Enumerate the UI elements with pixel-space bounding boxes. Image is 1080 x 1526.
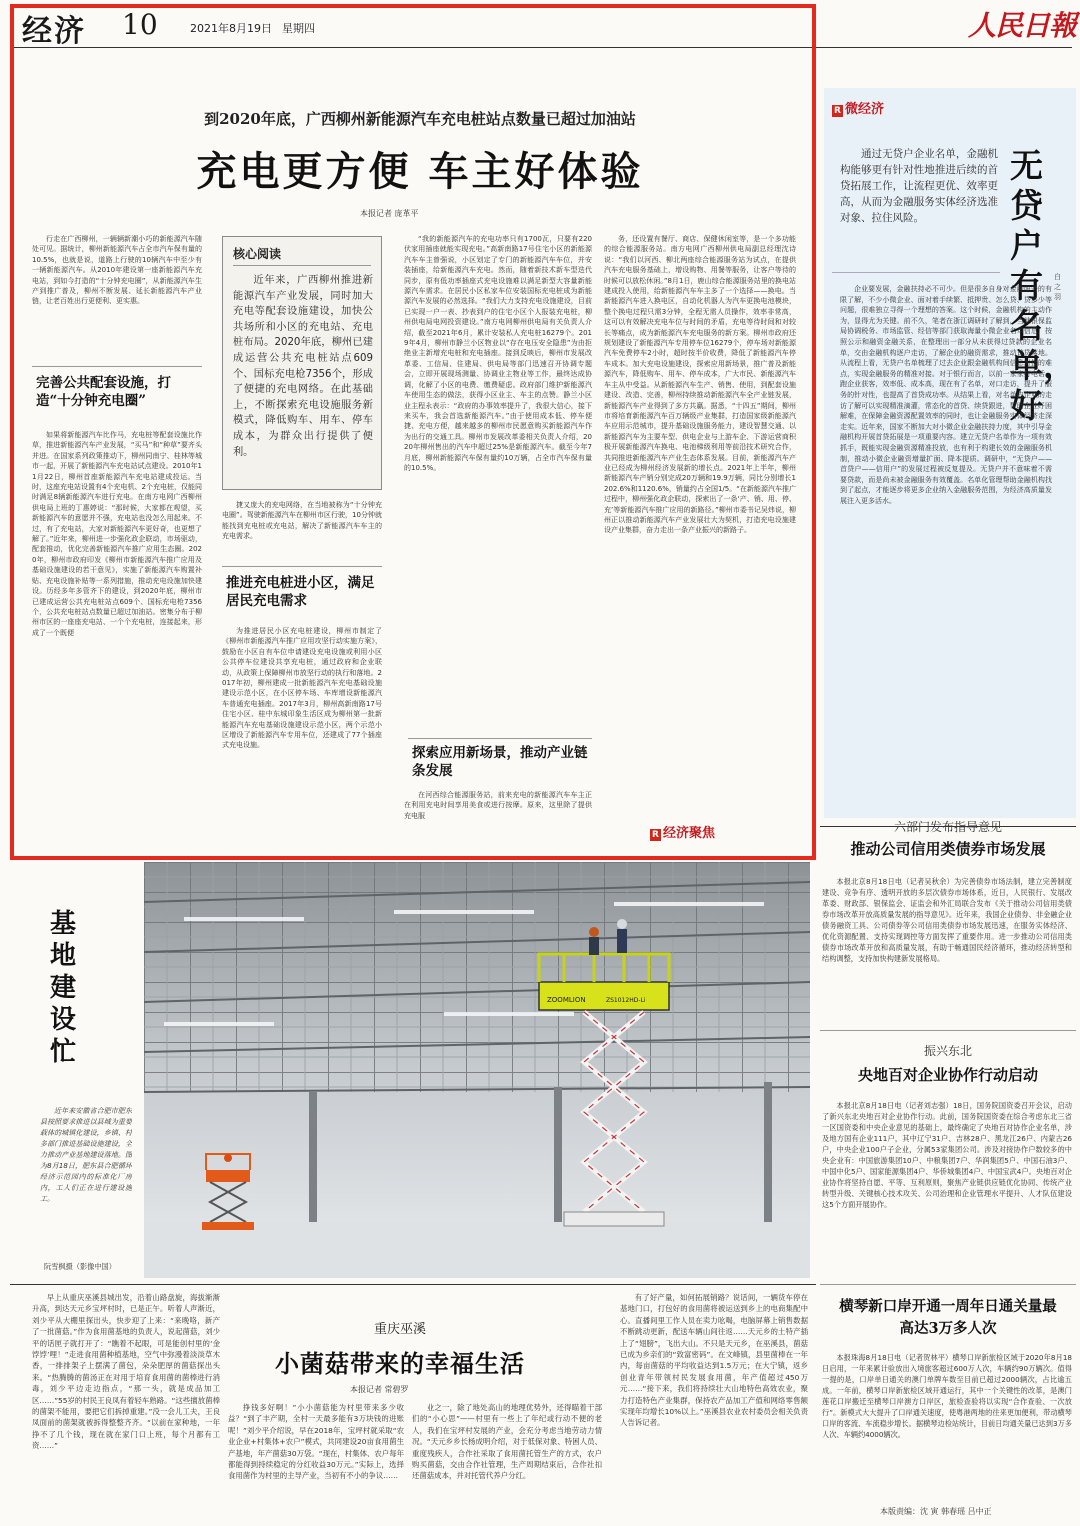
bottom-col2 [228,1402,404,1518]
bottom-kicker: 重庆巫溪 [373,1322,426,1337]
column-tag-label: 经济聚焦 [662,826,715,841]
bottom-col2-text: 挣钱多好啊！”小小菌菇能为村里带来多少收益？“到了丰产期，全村一天最多能有3万块钱的进账呢！”刘少平介绍说，早在2018年，宝坪村就采取“农业企业+村集体+农户”模式，共同建设20亩食用菌生产基地，年产菌菇30万袋。“现在，村集体、农户每年都能得到持续稳定的分红收益30万元。”实际上，选择食用菌作为村里的主导产业，当初有不小的争议…… [228,1403,404,1481]
northeast-body-text: 本报北京8月18日电（记者刘志强）18日，国务院国资委召开会议，启动了新兴东北央地百对企业协作行动。此前，国务院国资委在综合考虑东北三省一区国资委和中央企业意见的基础上，最终确定了央地百对协作企业名单，涉及地方国有企业111户，其中辽宁31户、吉林28户、黑龙江26户、内蒙古26户，中央企业100户子企业，分属53家集团公司。涉及对接协作户数较多的中央企业有：中国旅游集团10户、中粮集团7户、华润集团5户、中国石油3户、中国中化5户、国家能源集团4户、华侨城集团4户、中国宝武4户。央地百对企业协作将坚持自愿、平等、互利原则，聚焦产业链供应链优化协同、传统产业转型升级、关键核心技术攻关、公司治理和企业管理水平提升、人才队伍建设这5个方面开展协作。 [822,1101,1072,1209]
lead-col3-text: “我的新能源汽车的充电功率只有1700瓦，只要有220伏家用插座就能实现充电。”高新南路17号住宅小区的新能源汽车车主曾强说，小区划定了专门的新能源汽车车位，并安装插座，给新能源汽车充电。然而，随着新技术新车型迭代同步，原有低功率插座式充电设施难以满足新型大容量新能源汽车需求。在居民小区私家车位安装国标充电桩成为新能源汽车发展的必然选择。“我们大力支持充电设施建设，目前已实现一户一表、抄表到户的住宅小区个人报装充电桩，柳州供电局电网投资建设。”南方电网柳州供电局有关负责人介绍，截至2021年6月，累计安装私人充电桩16279个。2019年4月，柳州市静兰小区物业以“存在电压安全隐患”为由拒绝业主新增充电桩和充电插座。接到反映后，柳州市发展改革委、工信局、住建局、供电局等部门迅速召开协调专题会，立即开展现场测量、协调业主物业等工作，最终达成协调，化解了小区的电费、缴费疑虑。政府部门维护新能源汽车使用生态的做法，获得小区业主、车主的点赞。静兰小区业主程永表示：“政府的办事效率提升了，我很大信心，接下来买车，我会首选新能源汽车。”由于使用成本低、停车便捷、充电方便，越来越多的柳州市民愿意购买新能源汽车作为出行的交通工具。柳州市发展改革委相关负责人介绍，2020年柳州售出的汽车中超过25%是新能源汽车。截至今年7月底，柳州新能源汽车保有量约10万辆，占全市汽车保有量的10.5%。 [404,235,592,472]
hengqin-body [822,1352,1072,1492]
lift-brand-label: ZOOMLION [547,996,586,1004]
bond-kicker: 六部门发布指导意见 [893,820,1002,834]
bottom-col1-text: 早上从重庆巫溪县城出发，沿着山路盘旋，海拔渐渐升高，到达天元乡宝坪村时，已是正午。听着人声渐近，刘少平从大棚里探出头，快步迎了上来：“来晚咯，新产了一批菌菇。”作为食用菌基地的负责人，说起菌菇，刘少平的话匣子就打开了：“瞧着不起眼，可是能创村里的‘金饽饽’哩！”走进食用菌种植基地，空气中弥漫着淡淡草木香，一排排架子上摆满了菌包，朵朵肥厚的菌菇探出头来。“热腾腾的菌汤正在对用于培育食用菌的菌棒进行消毒，刘少平边走边指点，“那一头，就是成品加工区……”55岁的村民王良凤有着轻车熟路。“这些擅放菌棒的菌架不能用，要把它们拆掉重建。”没一会儿工夫，王良凤面前的菌架就被拆得整整齐齐。“以前在家种地，一年挣不了几个钱，现在就在家门口上班，每个月都有工资……” [32,1293,220,1451]
lift-base [564,1212,664,1226]
bottom-byline: 本报记者 常碧罗 [350,1385,409,1394]
lead-col1-intro-text: 行走在广西柳州，一辆辆新潮小巧的新能源汽车随处可见。据统计，柳州新能源汽车占全市汽车保有量的10.5%，也就是说，道路上行驶的10辆汽车中至少有一辆新能源汽车。从2010年建设第一座新能源汽车充电站，到如今打造的“十分钟充电圈”，从新能源汽车生产到推广普及，柳州不断发展、延长新能源汽车产业链，让老百姓出行更便利、更实惠。 [32,235,202,306]
northeast-body [822,1100,1072,1276]
hengqin-title: 横琴新口岸开通一周年日通关量最高达3万多人次 [839,1298,1057,1337]
lead-subhead-2: 推进充电桩进小区，满足居民充电需求 [226,575,375,609]
lead-col1-rule [32,366,202,367]
bottom-col4-text: 有了好产量，如何拓展销路？说话间，一辆货车停在基地门口，打包好的食用菌将被运送到乡上的电商集配中心。直播间里工作人员在卖力吆喝，电脑屏幕上销售数据不断跳动更新，配送车辆山间往返……天元乡的土特产插上了“翅膀”，飞出大山。不只是天元乡，在巫溪县，菌菇已成为乡亲们的“致富密码”。在文峰镇，县里菌棒在一年内，每亩菌菇的平均收益达到1.5万元；在大宁镇，返乡创业青年带领村民发展食用菌，年产值超过450万元……“接下来，我们将持续壮大山地特色高效农业，聚力打造特色产业集群，保持农产品加工产值和网络零售额实现年均增长10%以上。”巫溪县农业农村委员会相关负责人告诉记者。 [620,1293,808,1428]
photo-credit: 阮雪枫摄（影像中国） [44,1262,116,1271]
lead-subhead-1: 完善公共配套设施，打造“十分钟充电圈” [36,375,171,409]
northeast-title: 央地百对企业协作行动启动 [857,1066,1038,1084]
lead-col3-tail [404,790,592,828]
bond-body-text: 本报北京8月18日电（记者吴秋余）为完善债券市场法制，建立完善制度建设、竞争有序、透明开放的多层次债券市场体系，近日，人民银行、发展改革委、财政部、银保监会、证监会和外汇局联合发布《关于推动公司信用类债券市场改革开放高质量发展的指导意见》。近年来，我国企业债券、非金融企业债务融资工具、公司债券等公司信用类债券市场发展迅速，在服务实体经济、优化资源配置、支持实现调控等方面发挥了重要作用。进一步推动公司信用类债券市场改革开放和高质量发展，有助于畅通国民经济循环，推动经济转型和结构调整，支持加快构建新发展格局。 [822,877,1072,963]
construction-photo-image [144,862,810,1278]
bottom-col4 [620,1292,808,1518]
lead-col2-rule [222,566,382,567]
photo-vertical-title: 基地建设忙 [50,909,77,1067]
bottom-col3-text: 业之一，除了地处高山的地理优势外，还得瞄着干部们的“小心思”——村里有一些上了年纪或行动不便的老人，我们在宝坪村发展的产业，会充分考虑当地劳动力情况。“天元乡乡长杨成明介绍，对于低保对象、特困人员、重度残疾人，合作社采取了食用菌托管生产的方式，农户购买菌菇，交由合作社管理，生产周期结束后，合作社扣还菌菇成本，并对托管代养户分红。 [412,1403,602,1481]
page-editors: 本版责编：沈 寅 韩春瑶 吕中正 [880,1507,992,1516]
bottom-title: 小菌菇带来的幸福生活 [275,1349,525,1378]
issue-weekday: 星期四 [282,22,315,35]
paper-logo: 人民日報 [968,9,1077,42]
column-tag-economy-focus [650,822,715,841]
issue-date: 2021年8月19日 [190,22,272,35]
northeast-kicker: 振兴东北 [923,1044,972,1058]
micro-author: 白之羽 [1054,273,1061,301]
bottom-col3 [412,1402,602,1518]
lead-title: 充电更方便 车主好体验 [196,148,644,195]
micro-title-rule [832,272,1000,273]
micro-body-text: 企业要发展，金融扶持必不可少。但是很多自身对金融服务的有限了解，不少小微企业、面对着手续繁、抵押贵、怎么贷、贷多少等问题，很难独立寻得一个理想的答案。这个时候，金融机构的主动作为，显得尤为关键。前不久，笔者在浙江调研时了解到，当地银保监局协调税务、市场监管、经信等部门获取海量小微企业名单信息，按照公示和融资金融关系，在整理出一部分从未获得过贷款的企业名单，交由金融机构逐户走访，了解企业的融资需求，推动首贷落地。从流程上看，无贷户名单梳理了过去企业跟金融机构间信息对接的难点，实现金融服务的精准对接。对于银行而言，以前一家家打电话、跑企业获客，效率低、成本高，现在有了名单，对口走访，提升了服务的针对性，也提高了首贷成功率。从结果上看，对名单内企业的走访了解可以实现精准滴灌，常态化的首贷、续贷跟进，帮助企业纾困解难，在保障金融资源配置效率的同时，也让金融服务实体经济走深走实。近年来，国家不断加大对小微企业金融扶持力度，其中引导金融机构开展首贷拓展是一项重要内容。建立无贷户名单作为一项有效抓手，既能实现金融资源精准投放，也有利于构建长效的金融服务机制，推动小微企业融资增量扩面、降本提质。调研中，“无贷户——首贷户——信用户”的发展过程被反复提及。无贷户并不意味着不需要贷款，而是尚未被金融服务有效覆盖。名单化管理帮助金融机构找到了起点，才能逐步将更多企业纳入金融服务范围，为经济高质量发展注入更多活水。 [840,285,1052,505]
micro-title: 无贷户有名单，好 [1010,146,1076,425]
lead-col2-top-text: 捷又庞大的充电网络，在当地被称为“十分钟充电圈”。驾驶新能源汽车在柳州市区行驶，10分钟就能找到充电桩或充电站，解决了新能源汽车车主的充电需求。 [222,501,382,541]
lead-col1-body [32,430,202,826]
construction-photo [144,862,810,1278]
bottom-story-rule [10,1284,816,1285]
floor [144,1222,810,1278]
right-col-rule-2 [820,1030,1076,1031]
lead-col1-intro [32,234,202,358]
lead-col4 [604,234,796,814]
bond-body [822,876,1072,1020]
lead-kicker: 到2020年底，广西柳州新能源汽车充电桩站点数量已超过加油站 [204,110,636,128]
lead-col3-rule [408,738,592,739]
photo-caption-text: 近年来安徽省合肥市肥东县按照要求推进以县城为重要载体的城镇化建设，乡镇、村多部门推进基础设施建设，全力推动产业基地建设落地。图为8月18日，肥东县合肥循环经济示范园内的标准化厂房内，工人们正在进行建设施工。 [40,1107,132,1203]
core-reading-box [222,236,382,490]
lead-col4-text: 务，还设置有餐厅、商店、保健休闲室等，是一个多功能的综合能源服务站。南方电网广西柳州供电局副总经理沈诗说：“我们以河西、柳北两座综合能源服务站为试点，在提供汽车充电服务基础上，增设购物、用餐等服务，让客户等待的时候可以放松休闲。”8月1日，鹿山综合能源服务站里的换电站建成投入使用，给新能源汽车车主多了一个选择——换电。当新能源汽车进入换电区，自动化机器人为汽车更换电池模块，整个换电过程只需3分钟，全程无需人员操作，效率非常高，这可以有效解决充电车位与时间的矛盾，充电等待时间和对较长等痛点，成为新能源汽车充电服务的新方案。柳州市政府还规划建设了新能源汽车专用停车位16279个，停车场对新能源汽车免费停车2小时，超时按半价收费，降低了新能源汽车停车成本。加大充电设施建设，探索应用新场景，推广普及新能源汽车，降低购车、用车、停车成本，广大市民、新能源汽车车主从中受益。从新能源汽车生产、销售、使用，到配套设施建设、改造、完善，柳州持续推动新能源汽车全产业链发展，新能源汽车产业得到了多方共赢。据悉，“十四五”期间，柳州市将培育新能源汽车百万辆级产业集群，打造国家级新能源汽车应用示范城市，提升基础设施服务能力，建设智慧交通、以新能源汽车为主要车型、供电企业与上游车企、下游运营商积极开展新能源汽车换电、电池梯级利用等前沿技术研究合作，共同推进新能源汽车产业生态体系发展。目前，新能源汽车产业已经成为柳州经济发展新的增长点。2021年上半年，柳州新能源汽车产销分别完成20万辆和19.9万辆，同比分别增长1202.6%和1120.6%，销量约占全国1/5。“在新能源汽车推广过程中，柳州强化政企联动，探索出了一条‘产、销、用、停、充’等新能源汽车推广应用的新路径。”柳州市委书记吴炜说，柳州正以推动新能源汽车产业发展壮大为契机，打造充电设施建设产业集群，奋力走出一条产业振兴的新路子。 [604,235,796,535]
core-reading-title: 核心阅读 [233,247,282,261]
column-tag-icon: R [652,830,659,840]
lead-col1-body-text: 如果将新能源汽车比作马，充电桩等配套设施比作草，推进新能源汽车产业发展，“买马”和“种草”要齐头并进。在国家系列政策推动下，柳州同南宁、桂林等城市一起，开展了新能源汽车充电站试点建设。2010年11月22日，柳州首座新能源汽车充电站建成投运。当时，这座充电站设置有4个充电机、2个充电桩，仅能同时满足8辆新能源汽车进行充电。在南方电网广西柳州供电局上班的丁惠婷说：“那时候，大家都在观望，买新能源汽车的意愿并不强，充电站也没怎么用起来。不过，有了充电站，大家对新能源汽车更好奇，也更想了解了。”近年来，柳州进一步强化政企联动，市场驱动，配套推动，优化完善新能源汽车推广应用生态圈。2020年，柳州市政府印发《柳州市新能源汽车推广应用及基础设施建设的若干意见》，实施了新能源汽车购置补贴、充电设施补贴等一系列措施，推动充电设施加快建设。历经多年多管齐下的建设，到2020年底，柳州市已建成运营公共充电桩站点609个、国标充电枪7356个，公共充电桩站点数量已超过加油站。密集分布于柳州市区的一座座充电站、一个个充电桩，连接起来，形成了一个既便 [32,431,202,637]
ceiling-truss-grid [144,862,810,1092]
lead-col2-body [222,626,382,826]
section-name: 经济 [22,14,86,49]
lift-model-label: ZS1012HD-Li [606,997,646,1004]
micro-economy-tag [832,98,884,117]
lead-byline: 本报记者 庞革平 [360,209,419,218]
bond-title: 推动公司信用类债券市场发展 [850,840,1046,858]
photo-caption [40,1106,132,1256]
lead-col3-tail-text: 在河西综合能源服务站，前来充电的新能源汽车车主正在利用充电时间享用美食或进行按摩。原来，这里除了提供充电服 [404,791,592,820]
core-reading-text: 近年来，广西柳州推进新能源汽车产业发展，同时加大充电等配套设施建设，加快公共场所和小区的充电站、充电桩布局。2020年底，柳州已建成运营公共充电桩站点609个、国标充电枪7356个，形成了便捷的充电网络。在此基础上，不断探索充电设施服务新模式，降低购车、用车、停车成本，为群众出行提供了便利。 [233,275,373,458]
core-reading-rule [233,265,371,266]
micro-intro: 通过无贷户企业名单，金融机构能够更有针对性地推进后续的首贷拓展工作，让流程更优、效率更高，从而为金融服务实体经济选准对象、拉住风险。 [840,148,998,224]
micro-tag-icon: R [834,106,841,116]
micro-tag-label: 微经济 [844,102,884,117]
hengqin-body-text: 本报珠海8月18日电（记者贺林平）横琴口岸新旅检区域于2020年8月18日启用，一年来累计验放出入境旅客超过600万人次，车辆约90万辆次。值得一提的是，口岸单日通关的澳门单牌车数至目前已超过2000辆次，占比逾五成。一年前，横琴口岸新旅检区域开通运行，其中一个关键性的改革，是澳门莲花口岸搬迁至横琴口岸澳方口岸区，旅检查验将以实现“合作查验、一次放行”。新模式大大提升了口岸通关速度，使粤港两地的往来更加便利，带动横琴口岸的客流、车流稳步增长。据横琴边检站统计，目前日均通关量已达到3万多人次、车辆约4000辆次。 [822,1353,1072,1439]
micro-body [840,284,1052,810]
lead-col2-body-text: 为推进居民小区充电桩建设，柳州市制定了《柳州市新能源汽车推广应用攻坚行动实施方案》，鼓励在小区自有车位申请建设充电设施或利用小区公共停车位建设共享充电桩，通过政府和企业联动，从政策上保障柳州市放坚行动的执行和落地。2017年初，柳州建成一批新能源汽车充电基础设施建设示范小区，在小区停车场、车库增设新能源汽车普通充电插座。2017年3月，柳州高新南路17号住宅小区、桂中东城印象生活区成为柳州第一批新能源汽车充电基础设施建设示范小区，两个示范小区增设了新能源汽车专用车位，还建成了77个插座式充电设施。 [222,627,382,750]
lead-subhead-3: 探索应用新场景，推动产业链条发展 [412,745,588,779]
lead-col2-top [222,500,382,558]
page-number: 10 [122,8,158,41]
right-col-rule-3 [820,1284,1076,1285]
bottom-col1 [32,1292,220,1518]
lead-col3 [404,234,592,730]
